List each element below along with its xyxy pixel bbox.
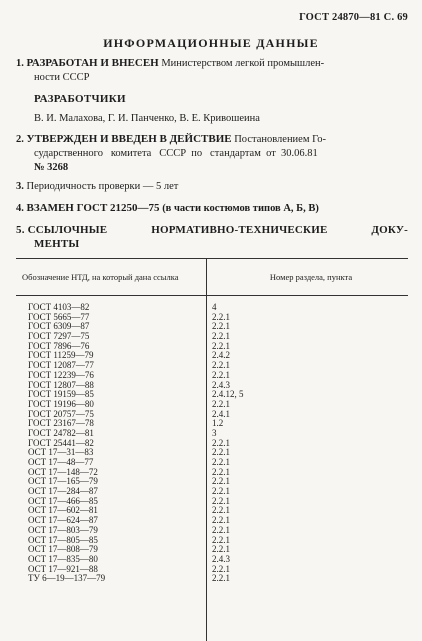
- item-number: 3.: [16, 181, 24, 192]
- table-cell-document: ГОСТ 11259—79: [28, 350, 94, 361]
- table-cell-section: 2.2.1: [212, 476, 230, 487]
- table-cell-document: ГОСТ 7297—75: [28, 331, 90, 342]
- table-cell-document: ГОСТ 4103—82: [28, 302, 90, 312]
- table-cell-section: 1.2: [212, 418, 224, 429]
- table-cell-section: 2.2.1: [212, 524, 230, 535]
- table-cell-section: 2.4.12, 5: [212, 389, 244, 400]
- item-number: 2.: [16, 134, 24, 145]
- table-cell-section: 2.2.1: [212, 360, 230, 371]
- table-cell-section: 2.2.1: [212, 447, 230, 458]
- table-cell-document: ГОСТ 5665—77: [28, 311, 90, 322]
- item-caps-2: НОРМАТИВНО-ТЕХНИЧЕСКИЕ: [151, 224, 328, 236]
- item-text-line3: № 3268: [34, 162, 69, 173]
- table-row: [16, 574, 408, 584]
- table-cell-section: 2.2.1: [212, 437, 230, 448]
- item-text-line2: сударственного комитета СССР по стандартам от 30.06.81: [34, 148, 318, 159]
- table-cell-document: ГОСТ 12807—88: [28, 379, 94, 390]
- table-cell-document: ОСТ 17—602—81: [28, 505, 98, 516]
- table-cell-section: 2.4.1: [212, 408, 230, 419]
- table-cell-document: ОСТ 17—466—85: [28, 495, 98, 506]
- table-cell-document: ГОСТ 25441—82: [28, 437, 94, 448]
- table-cell-section: 2.2.1: [212, 515, 230, 526]
- table-cell-document: ОСТ 17—165—79: [28, 476, 98, 487]
- table-cell-document: ОСТ 17—808—79: [28, 544, 98, 555]
- table-cell-document: ГОСТ 19159—85: [28, 389, 94, 400]
- item-text: (в части костюмов типов А, Б, В): [159, 203, 319, 214]
- page-title: ИНФОРМАЦИОННЫЕ ДАННЫЕ: [103, 36, 319, 50]
- table-cell-section: 2.2.1: [212, 495, 230, 506]
- table-cell-section: 2.2.1: [212, 486, 230, 497]
- table-cell-section: 2.2.1: [212, 369, 230, 380]
- table-cell-document: ОСТ 17—805—85: [28, 534, 98, 545]
- item-5: [16, 223, 408, 251]
- table-cell-document: ГОСТ 23167—78: [28, 418, 94, 429]
- table-cell-document: ОСТ 17—835—80: [28, 553, 98, 564]
- table-cell-document: ОСТ 17—624—87: [28, 515, 98, 526]
- table-cell-document: ГОСТ 20757—75: [28, 408, 94, 419]
- item-number: 5.: [16, 224, 25, 236]
- table-header-document: Обозначение НТД, на который дана ссылка: [22, 272, 179, 282]
- table-cell-section: 2.2.1: [212, 534, 230, 545]
- table-cell-section: 2.2.1: [212, 544, 230, 555]
- table-cell-section: 2.2.1: [212, 563, 230, 574]
- table-cell-section: 2.4.3: [212, 553, 230, 564]
- developers-names: В. И. Малахова, Г. И. Панченко, В. Е. Кривошеина: [34, 113, 260, 124]
- item-caps: УТВЕРЖДЕН И ВВЕДЕН В ДЕЙСТВИЕ: [26, 133, 232, 145]
- table-cell-document: ГОСТ 24782—81: [28, 427, 94, 438]
- table-cell-document: ОСТ 17—803—79: [28, 524, 98, 535]
- item-text: Постановлением Го-: [231, 134, 327, 145]
- item-caps: ВЗАМЕН ГОСТ 21250—75: [26, 202, 160, 214]
- item-text: Министерством легкой промышлен-: [158, 58, 325, 69]
- table-cell-document: ОСТ 17—48—77: [28, 457, 94, 467]
- table-cell-section: 2.2.1: [212, 457, 230, 467]
- table-cell-section: 2.2.1: [212, 340, 230, 351]
- item-number: 1.: [16, 58, 24, 69]
- item-1: [16, 56, 408, 85]
- table-cell-document: ГОСТ 19196—80: [28, 398, 94, 409]
- item-caps-3: ДОКУ-: [371, 224, 408, 236]
- table-cell-document: ГОСТ 6309—87: [28, 321, 90, 332]
- page-header: ГОСТ 24870—81 С. 69: [299, 12, 408, 23]
- table-cell-section: 2.4.3: [212, 379, 230, 390]
- table-cell-section: 4: [212, 302, 217, 312]
- item-caps: РАЗРАБОТАН И ВНЕСЕН: [26, 57, 159, 69]
- table-header-rule: [16, 295, 408, 296]
- reference-table: [16, 258, 408, 641]
- table-cell-document: ОСТ 17—31—83: [28, 447, 94, 458]
- item-caps-1: ССЫЛОЧНЫЕ: [27, 224, 108, 236]
- item-text-line2: ности СССР: [34, 72, 90, 83]
- developers-heading: РАЗРАБОТЧИКИ: [34, 93, 126, 105]
- table-cell-section: 2.2.1: [212, 331, 230, 342]
- table-cell-section: 2.2.1: [212, 311, 230, 322]
- table-cell-section: 3: [212, 427, 217, 438]
- table-header-section: Номер раздела, пункта: [269, 272, 353, 282]
- table-cell-section: 2.4.2: [212, 350, 230, 361]
- item-number: 4.: [16, 203, 24, 214]
- table-cell-document: ГОСТ 7896—76: [28, 340, 90, 351]
- item-4: [16, 201, 408, 216]
- item-text: Периодичность проверки — 5 лет: [26, 181, 179, 192]
- table-cell-document: ГОСТ 12087—77: [28, 360, 94, 371]
- table-cell-document: ОСТ 17—148—72: [28, 466, 98, 477]
- table-cell-document: ОСТ 17—284—87: [28, 486, 98, 497]
- table-top-rule: [16, 258, 408, 259]
- table-cell-section: 2.2.1: [212, 505, 230, 516]
- item-caps-line2: МЕНТЫ: [34, 238, 80, 250]
- item-2: [16, 132, 408, 175]
- table-cell-document: ГОСТ 12239—76: [28, 369, 94, 380]
- table-cell-document: ТУ 6—19—137—79: [28, 573, 106, 584]
- table-cell-section: 2.2.1: [212, 398, 230, 409]
- table-body: [16, 303, 408, 584]
- table-cell-section: 2.2.1: [212, 573, 230, 584]
- table-cell-section: 2.2.1: [212, 321, 230, 332]
- item-3: [16, 180, 408, 194]
- table-cell-document: ОСТ 17—921—88: [28, 563, 98, 574]
- table-cell-section: 2.2.1: [212, 466, 230, 477]
